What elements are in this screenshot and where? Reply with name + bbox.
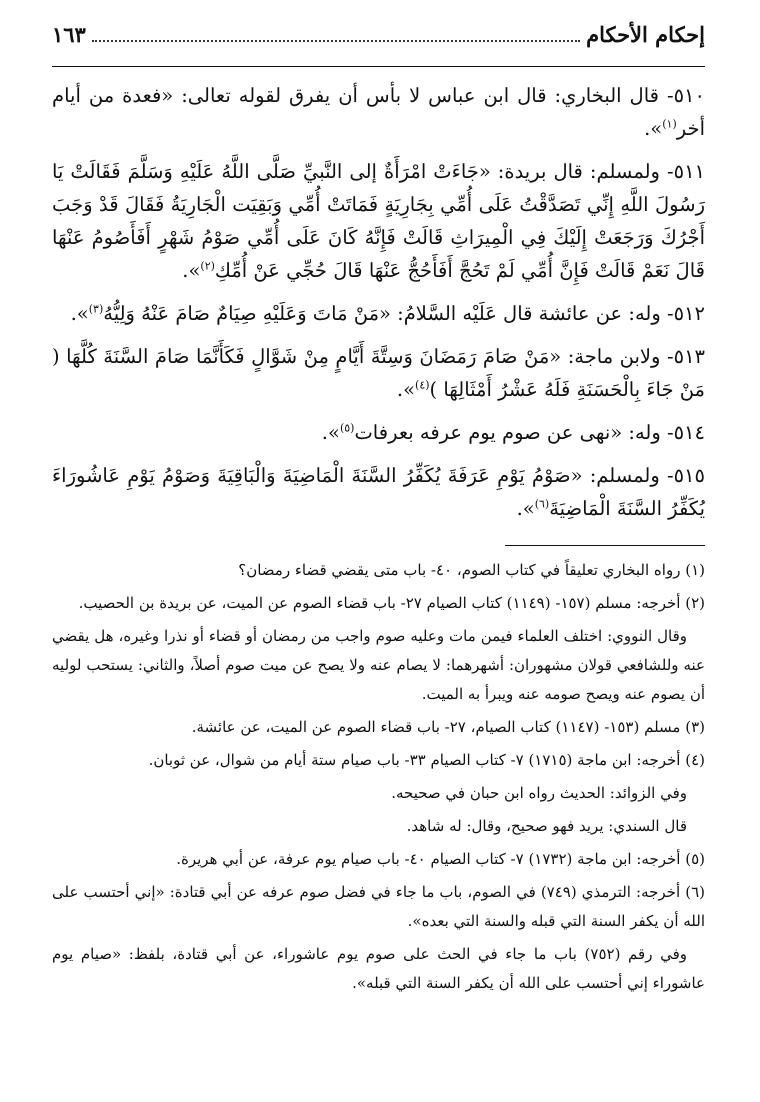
entry-tail: ». (182, 259, 201, 282)
entry-number: ٥١١- (667, 160, 706, 183)
entry-tail: ». (516, 497, 535, 520)
footnote: (٥) أخرجه: ابن ماجة (١٧٣٢) ٧- كتاب الصيام ٤٠- باب صيام يوم عرفة، عن أبي هريرة. (176, 850, 705, 868)
footnote-ref: (٥) (339, 421, 355, 435)
entry-number: ٥١٤- (666, 421, 705, 444)
hadith-entry (52, 416, 705, 449)
footnote-ref: (٤) (415, 378, 430, 392)
footnote: (٦) أخرجه: الترمذي (٧٤٩) في الصوم، باب ما جاء في فضل صوم عرفه عن أبي قتادة: «إني أحتسب على الله أن يكفر السنة التي قبله والسنة التي بعده». (52, 883, 705, 930)
footnote-continuation: قال السندي: يريد فهو صحيح، وقال: له شاهد. (406, 817, 687, 835)
page-header (52, 22, 705, 67)
entry-number: ٥١٢- (666, 302, 705, 325)
entry-number: ٥١٠- (666, 84, 705, 107)
footnote-ref: (٣) (88, 302, 104, 316)
footnote-ref: (٦) (534, 497, 550, 511)
footnote-continuation: وفي رقم (٧٥٢) باب ما جاء في الحث على صوم يوم عاشوراء، عن أبي قتادة، بلفظ: «صيام يوم عاشوراء إني أحتسب على الله أن يكفر السنة التي قبله». (52, 945, 705, 992)
hadith-entry (52, 155, 705, 287)
hadith-entry (52, 340, 705, 406)
entry-text: وله: عن عائشة قال عَلَيْه السَّلامُ: «مَنْ مَاتَ وَعَلَيْهِ صِيَامٌ صَامَ عَنْهُ وَلِيُّهُ (103, 302, 661, 325)
running-title: إحكام الأحكام (586, 22, 705, 47)
footnote-separator (505, 545, 705, 546)
hadith-entry (52, 79, 705, 145)
dotted-leader (92, 32, 580, 42)
footnote: (٤) أخرجه: ابن ماجة (١٧١٥) ٧- كتاب الصيام ٣٣- باب صيام ستة أيام من شوال، عن ثوبان. (148, 751, 705, 769)
page-number: ١٦٣ (52, 22, 86, 47)
hadith-entry (52, 459, 705, 525)
hadith-entries (52, 79, 705, 525)
footnote-continuation: وفي الزوائد: الحديث رواه ابن حبان في صحيحه. (391, 784, 687, 802)
entry-tail: ». (396, 378, 416, 401)
entry-text: ولمسلم: قال بريدة: «جَاءَتْ امْرَأَةٌ إلى النَّبيِّ صَلَّى اللَّهُ عَلَيْهِ وَسَلَّمَ فَقَالَتْ يَا رَسُولَ اللَّهِ إِنِّي تَصَدَّقْتُ عَلَى أُمِّي بِجَارِيَةٍ فَمَاتَتْ أُمِّي وَبَقِيَت الْجَارِيَةُ فَقَالَ قَدْ وَجَبَ أَجْرُكَ وَرَجَعَتْ إِلَيْكَ فِي الْمِيرَاثِ قَالَتْ فَإِنَّهُ كَانَ عَلَى أُمِّي صَوْمُ شَهْرٍ أَفَأَصُومُ عَنْهَا قَالَ نَعَمْ قَالَتْ فَإِنَّ أُمِّي لَمْ تَحُجَّ أَفَأَحُجُّ عَنْهَا قَالَ حُجِّي عَنْ أُمِّكِ (52, 160, 705, 282)
footnote: (١) رواه البخاري تعليقاً في كتاب الصوم، ٤٠- باب متى يقضي قضاء رمضان؟ (238, 561, 705, 579)
entry-tail: ». (321, 421, 340, 444)
entry-number: ٥١٥- (666, 464, 705, 487)
entry-tail: ». (644, 117, 663, 140)
footnote: (٣) مسلم (١٥٣- (١١٤٧) كتاب الصيام، ٢٧- باب قضاء الصوم عن الميت، عن عائشة. (191, 718, 705, 736)
entry-tail: ». (70, 302, 89, 325)
entry-number: ٥١٣- (667, 345, 706, 368)
hadith-entry (52, 297, 705, 330)
footnote-continuation: وقال النووي: اختلف العلماء فيمن مات وعليه صوم واجب من رمضان أو قضاء أو نذرا وغيره، هل يقضي عنه وللشافعي قولان مشهوران: أشهرهما: لا يصام عنه ولا يصح عن ميت صوم أصلاً، والثاني: يستحب لوليه أن يصوم عنه ويصح صومه عنه ويبرأ به الميت. (52, 627, 705, 703)
footnotes (52, 556, 705, 998)
entry-text: وله: «نهى عن صوم يوم عرفه بعرفات (354, 421, 661, 444)
entry-text: قال البخاري: قال ابن عباس لا بأس أن يفرق لقوله تعالى: «فعدة من أيام أخر (52, 84, 705, 140)
footnote-ref: (٢) (200, 259, 215, 273)
entry-text: ولابن ماجة: «مَنْ صَامَ رَمَضَانَ وَسِتَّةَ أَيَّامٍ مِنْ شَوَّالٍ فَكَأَنَّمَا صَامَ السَّنَةَ كُلَّهَا ( مَنْ جَاءَ بِالْحَسَنَةِ فَلَهُ عَشْرُ أَمْثَالِهَا ) (52, 345, 705, 401)
footnote-ref: (١) (662, 117, 677, 131)
entry-text: ولمسلم: «صَوْمُ يَوْمِ عَرَفَةَ يُكَفِّرُ السَّنَةَ الْمَاضِيَةَ وَالْبَاقِيَةَ وَصَوْمُ يَوْمِ عَاشُورَاءَ يُكَفِّرُ السَّنَةَ الْمَاضِيَةَ (52, 464, 705, 520)
footnote: (٢) أخرجه: مسلم (١٥٧- (١١٤٩) كتاب الصيام ٢٧- باب قضاء الصوم عن الميت، عن بريدة بن الحصيب. (78, 594, 705, 612)
